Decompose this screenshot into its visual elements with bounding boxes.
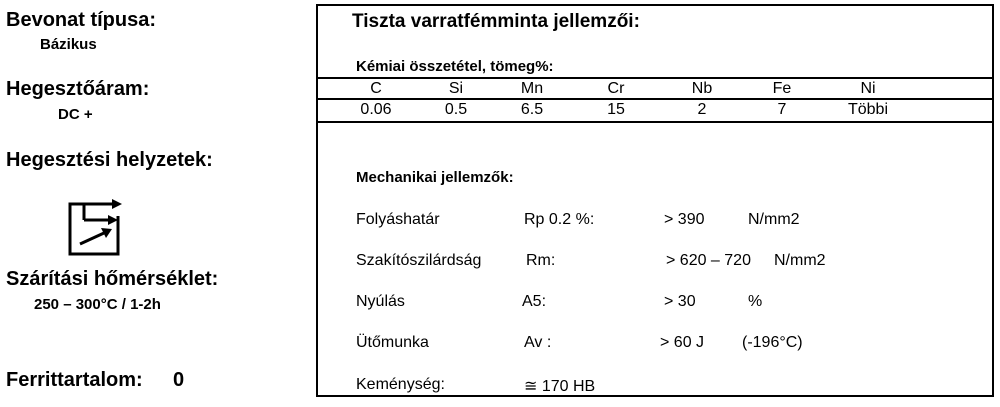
mech-name: Nyúlás xyxy=(356,293,405,310)
chem-header-si: Si xyxy=(448,80,464,97)
mech-symbol: Rm: xyxy=(526,252,556,269)
welding-current-label: Hegesztőáram: xyxy=(6,78,150,100)
welding-positions-label: Hegesztési helyzetek: xyxy=(6,149,213,171)
mech-value: ≅ 170 HB xyxy=(524,378,596,395)
chem-table-top-rule xyxy=(318,77,992,79)
ferrite-content-value: 0 xyxy=(173,369,185,391)
coating-type-value: Bázikus xyxy=(40,36,97,53)
chem-header-cr: Cr xyxy=(607,80,625,97)
chem-header-nb: Nb xyxy=(691,80,713,97)
mech-unit: % xyxy=(748,293,763,310)
chem-value-c: 0.06 xyxy=(360,101,392,118)
mech-value: > 60 J xyxy=(660,334,705,351)
mech-value: > 620 – 720 xyxy=(666,252,751,269)
panel-title: Tiszta varratfémminta jellemzői: xyxy=(352,11,640,32)
mech-symbol: A5: xyxy=(522,293,547,310)
chem-value-nb: 2 xyxy=(697,101,707,118)
mech-unit: (-196°C) xyxy=(742,334,803,351)
welding-current-value: DC + xyxy=(58,106,93,123)
drying-temperature-value: 250 – 300°C / 1-2h xyxy=(34,296,161,313)
chem-header-c: C xyxy=(370,80,382,97)
chem-table-mid-rule xyxy=(318,98,992,100)
mech-value: > 30 xyxy=(664,293,696,310)
ferrite-content-label: Ferrittartalom: xyxy=(6,369,143,391)
chem-value-cr: 15 xyxy=(607,101,625,118)
mech-symbol: Rp 0.2 %: xyxy=(524,211,595,228)
mech-name: Ütőmunka xyxy=(356,334,429,351)
chem-table-bottom-rule xyxy=(318,121,992,123)
mech-name: Folyáshatár xyxy=(356,211,440,228)
chem-header-mn: Mn xyxy=(520,80,544,97)
mechanical-properties-title: Mechanikai jellemzők: xyxy=(356,169,514,186)
coating-type-label: Bevonat típusa: xyxy=(6,9,157,31)
chem-value-si: 0.5 xyxy=(444,101,468,118)
chem-value-fe: 7 xyxy=(777,101,787,118)
mech-unit: N/mm2 xyxy=(748,211,800,228)
mech-value: > 390 xyxy=(664,211,705,228)
welding-positions-icon xyxy=(64,198,126,258)
chem-header-ni: Ni xyxy=(860,80,876,97)
chemical-composition-title: Kémiai összetétel, tömeg%: xyxy=(356,58,554,75)
mech-symbol: Av : xyxy=(524,334,552,351)
weld-metal-properties-panel xyxy=(316,4,994,397)
mech-name: Keménység: xyxy=(356,376,445,393)
drying-temperature-label: Szárítási hőmérséklet: xyxy=(6,268,219,290)
chem-value-mn: 6.5 xyxy=(520,101,544,118)
mech-name: Szakítószilárdság xyxy=(356,252,482,269)
chem-header-fe: Fe xyxy=(772,80,792,97)
mech-unit: N/mm2 xyxy=(774,252,826,269)
chem-value-ni: Többi xyxy=(847,101,889,118)
